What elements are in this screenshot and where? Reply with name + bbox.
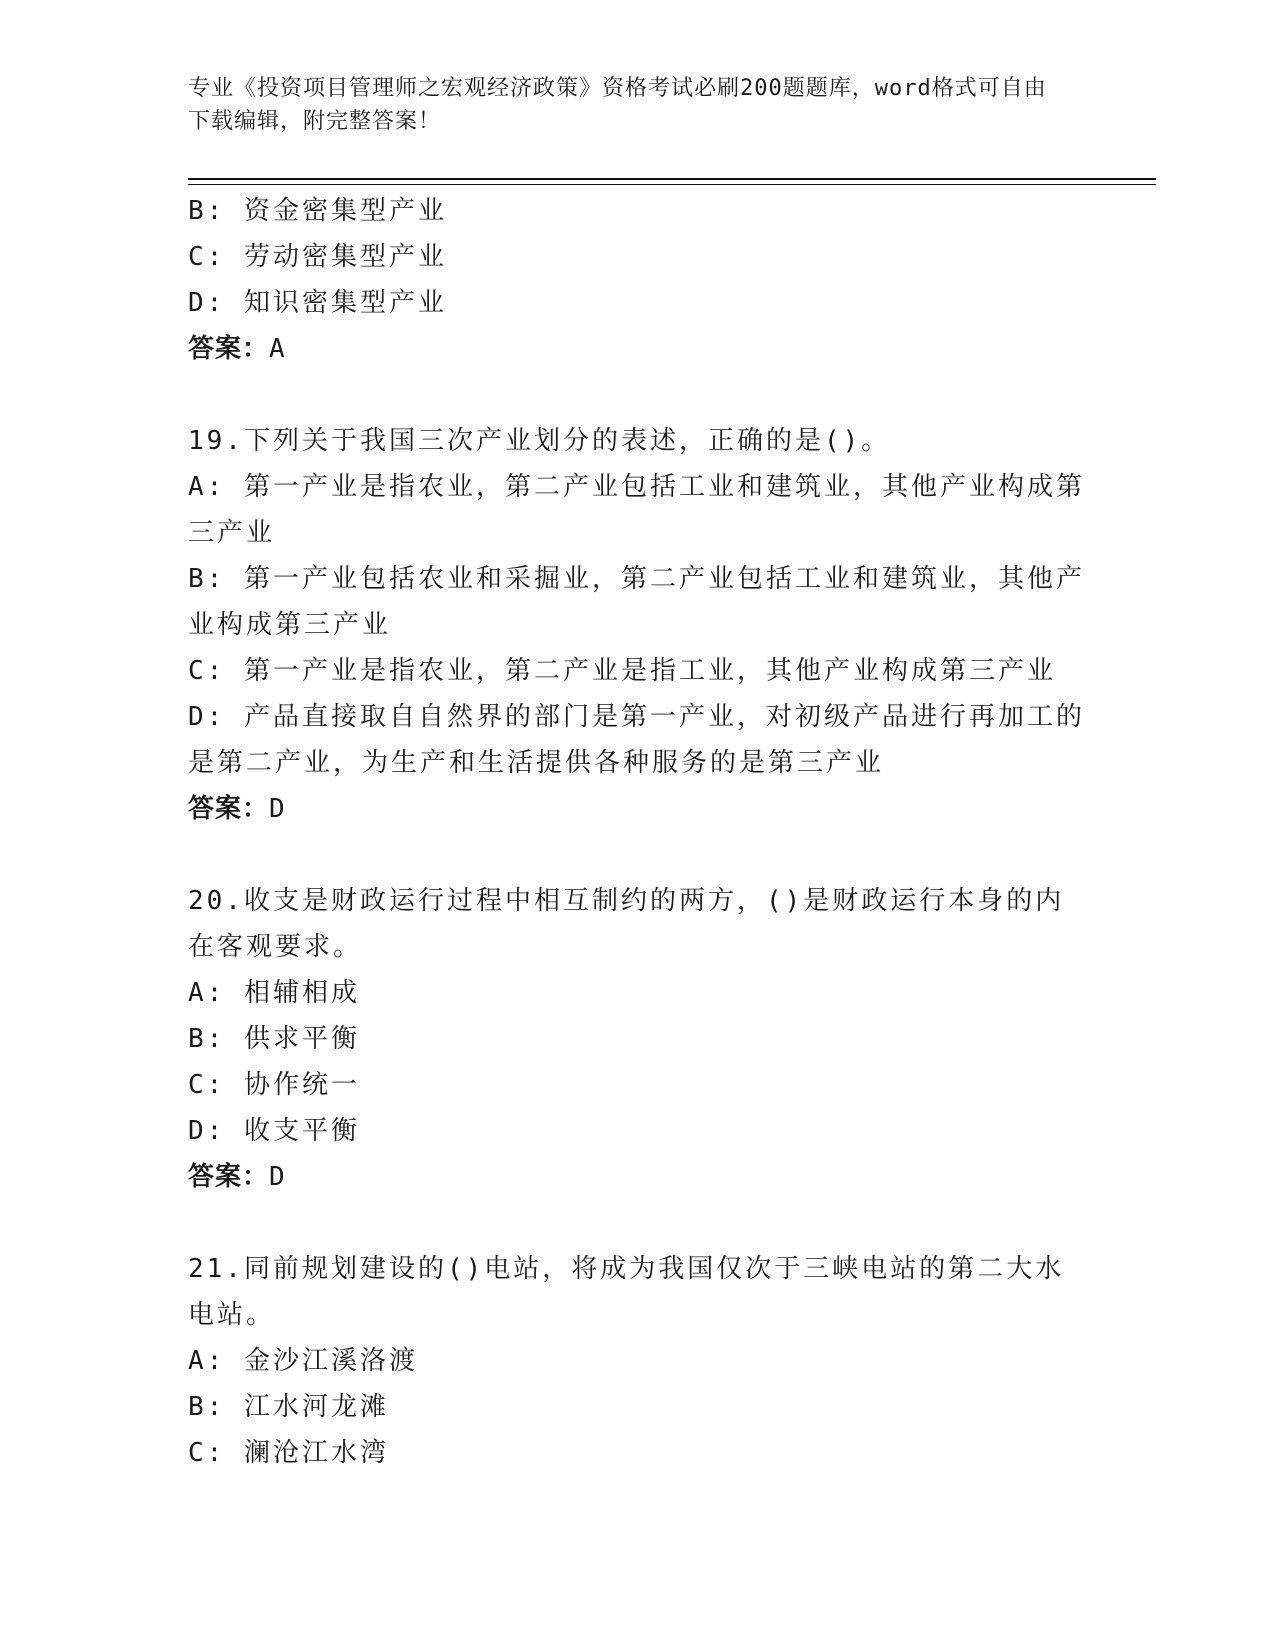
option-c: C: 协作统一: [188, 1070, 360, 1100]
question-19: [188, 418, 1088, 832]
option-a: A: 第一产业是指农业，第二产业包括工业和建筑业，其他产业构成第三产业: [188, 472, 1085, 548]
question-stem: 21.同前规划建设的()电站，将成为我国仅次于三峡电站的第二大水电站。: [188, 1254, 1065, 1330]
option-b: B: 第一产业包括农业和采掘业，第二产业包括工业和建筑业，其他产业构成第三产业: [188, 564, 1085, 640]
answer-label: 答案：: [188, 794, 270, 824]
option-c: C: 第一产业是指农业，第二产业是指工业，其他产业构成第三产业: [188, 656, 1056, 686]
page-header: [188, 72, 1068, 138]
answer-line: [188, 786, 1088, 832]
option-c: C: 澜沧江水湾: [188, 1438, 389, 1468]
answer-label: 答案：: [188, 1162, 270, 1192]
document-body: [188, 188, 1088, 1476]
question-stem: 19.下列关于我国三次产业划分的表述，正确的是()。: [188, 426, 891, 456]
header-rule: [188, 178, 1156, 185]
spacer: [188, 1200, 1088, 1246]
question-stem: 20.收支是财政运行过程中相互制约的两方，()是财政运行本身的内在客观要求。: [188, 886, 1065, 962]
option-d: D: 知识密集型产业: [188, 288, 447, 318]
answer-value: D: [269, 794, 286, 824]
question-20: [188, 878, 1088, 1200]
spacer: [188, 832, 1088, 878]
spacer: [188, 372, 1088, 418]
option-b: B: 供求平衡: [188, 1024, 360, 1054]
answer-line: [188, 1154, 1088, 1200]
question-21: [188, 1246, 1088, 1476]
option-d: D: 产品直接取自自然界的部门是第一产业，对初级产品进行再加工的是第二产业，为生产和生活提供各种服务的是第三产业: [188, 702, 1085, 778]
answer-value: A: [269, 334, 286, 364]
header-text: 专业《投资项目管理师之宏观经济政策》资格考试必刷200题题库，word格式可自由下载编辑，附完整答案！: [188, 76, 1047, 134]
answer-label: 答案：: [188, 334, 270, 364]
option-a: A: 相辅相成: [188, 978, 360, 1008]
option-d: D: 收支平衡: [188, 1116, 360, 1146]
header-rule-thin: [188, 184, 1156, 185]
header-rule-thick: [188, 178, 1156, 180]
option-b: B: 江水河龙滩: [188, 1392, 389, 1422]
answer-value: D: [269, 1162, 286, 1192]
question-18-continued: [188, 188, 1088, 372]
option-c: C: 劳动密集型产业: [188, 242, 447, 272]
answer-line: [188, 326, 1088, 372]
option-b: B: 资金密集型产业: [188, 196, 447, 226]
option-a: A: 金沙江溪洛渡: [188, 1346, 418, 1376]
